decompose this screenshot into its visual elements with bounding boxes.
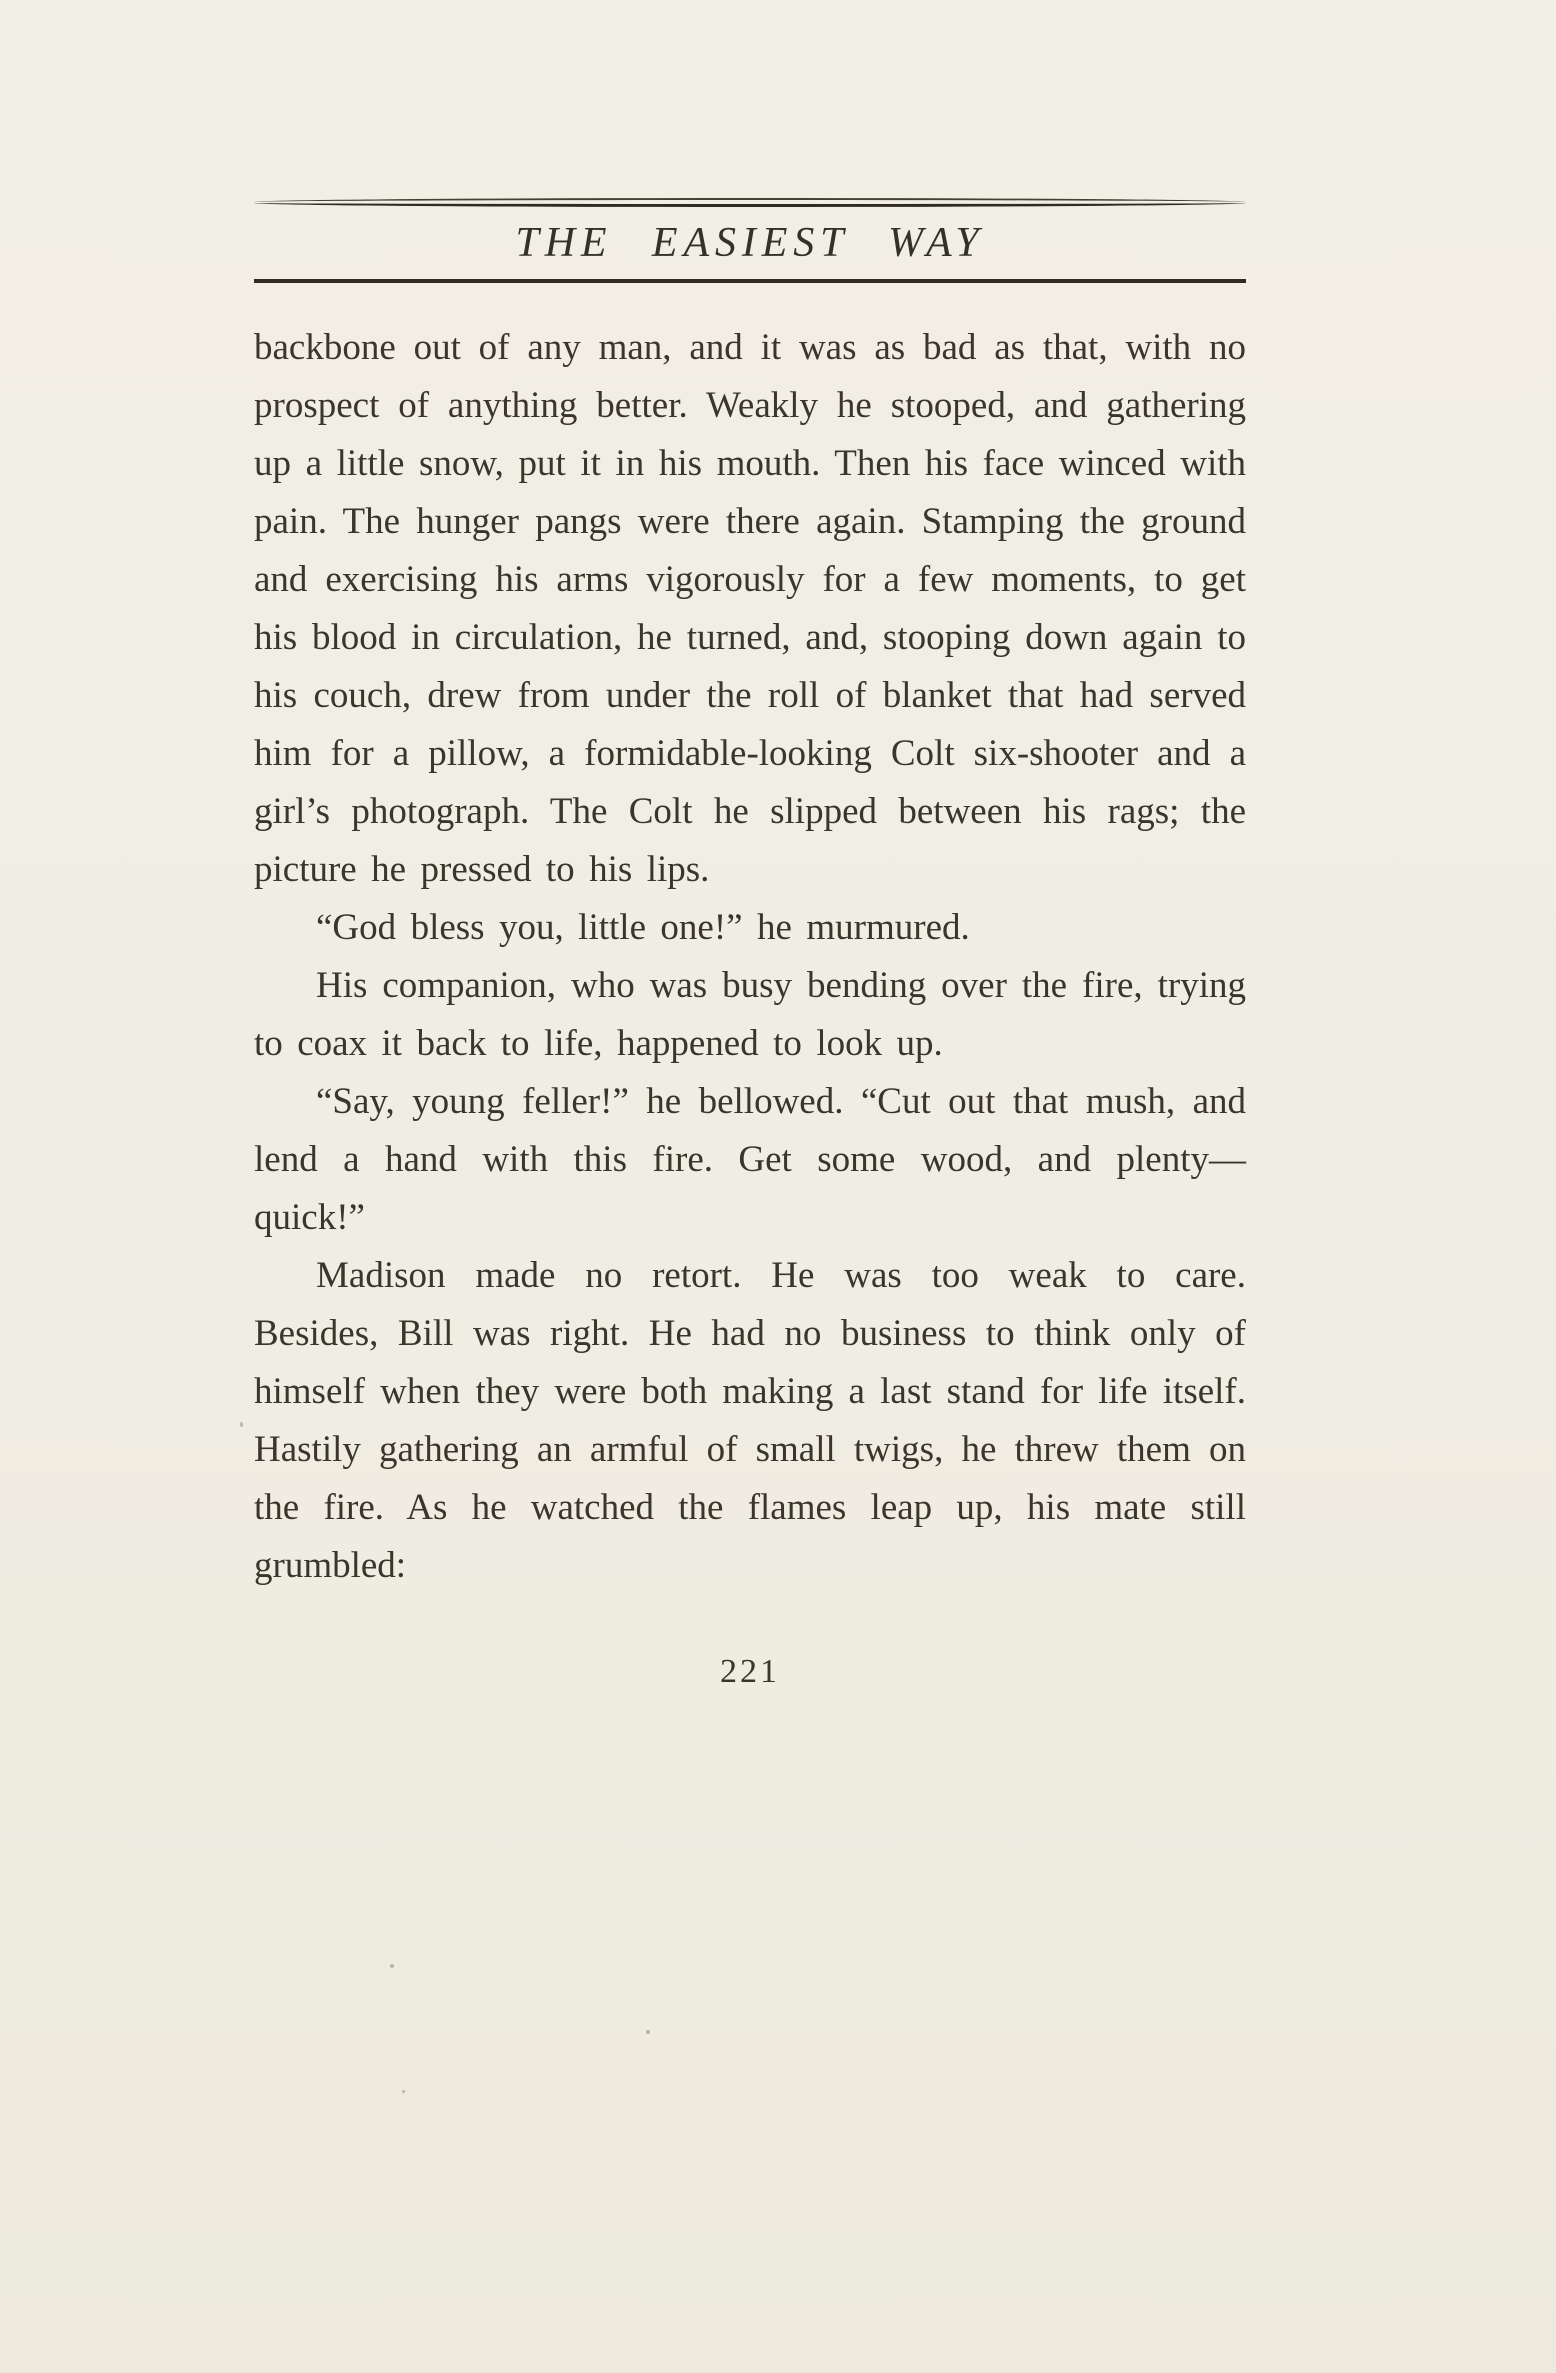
scan-speck [390, 1964, 394, 1968]
paragraph: His companion, who was busy bending over the fire, trying to coax it back to life, happened to look up. [254, 965, 1246, 1064]
text-block [254, 0, 1246, 1691]
header-top-rule [254, 198, 1246, 207]
page-number: 221 [720, 1653, 780, 1690]
paragraph: “Say, young feller!” he bellowed. “Cut out that mush, and lend a hand with this fire. Get some wood, and plenty—quick!” [254, 1081, 1246, 1238]
scan-speck [402, 2090, 405, 2093]
paragraph: Madison made no retort. He was too weak to care. Besides, Bill was right. He had no business to think only of himself when they were both making a last stand for life itself. Hastily gathering an armful of small twigs, he threw them on the fire. As he watched the flames leap up, his mate still grumbled: [254, 1255, 1246, 1586]
running-header [254, 198, 1246, 283]
paragraph: “God bless you, little one!” he murmured. [316, 907, 970, 948]
page-header-title: THE EASIEST WAY [515, 220, 985, 266]
page-body [254, 319, 1246, 1595]
paragraph-continuation: backbone out of any man, and it was as bad as that, with no prospect of anything better. Weakly he stooped, and gathering up a little snow, put it in his mouth. Then his face winced with pain. The hunger pangs were there again. Stamping the ground and exercising his arms vigorously for a few moments, to get his blood in circulation, he turned, and, stooping down again to his couch, drew from under the roll of blanket that had served him for a pillow, a formidable-looking Colt six-shooter and a girl’s photograph. The Colt he slipped between his rags; the picture he pressed to his lips. [254, 327, 1246, 890]
scan-speck [240, 1422, 243, 1427]
scan-speck [646, 2030, 650, 2034]
